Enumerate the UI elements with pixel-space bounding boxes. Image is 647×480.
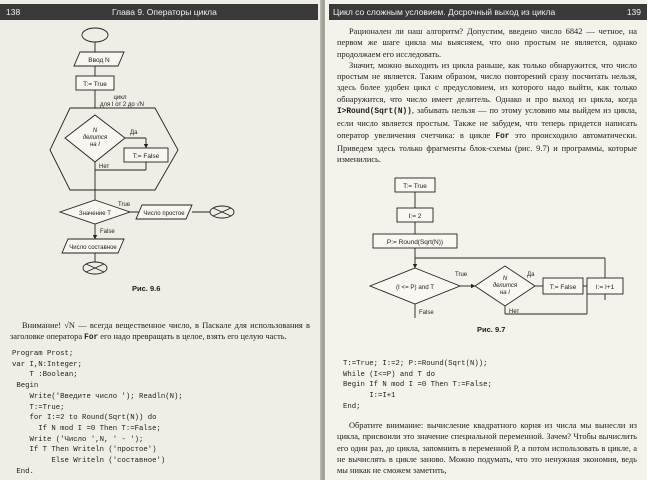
para-2 [337, 60, 637, 166]
para-3: Обратите внимание: вычисление квадратного корня из числа мы вынесли из цикла, присвоили это значение специальной переменной. Зачем? Чтобы вычислить его один раз, до цикла, запомнить в переменной P, а потом использовать в цикле, а не вычислять в цикле заново. Можно подумать, что это ненужная экономия, ведь мы никак не сможем заметить, [337, 421, 637, 476]
left-code-line: Begin [12, 382, 39, 391]
yes-label: Да [130, 130, 138, 136]
chapter-title: Глава 9. Операторы цикла [112, 7, 217, 17]
cond-label-1: N [92, 128, 98, 134]
set-false-label-2: T:= False [549, 284, 577, 291]
yes-label-2: Да [527, 272, 535, 278]
main-condition-label: (I <= P) and T [395, 284, 435, 291]
figure-caption-9-7: Рис. 9.7 [477, 325, 506, 334]
right-code-line: While (I<=P) and T do [343, 370, 435, 379]
right-code-line: Begin If N mod I =0 Then T:=False; [343, 381, 492, 390]
flowchart-fig-9-6 [0, 0, 322, 300]
para-1: Рационален ли наш алгоритм? Допустим, введено число 6842 — четное, на первом же шаге цикла мы выясняем, что оно простым не является, однако продолжаем его исследовать. [337, 27, 637, 59]
left-code-line: Else Writeln ('составное') [12, 457, 166, 466]
left-code-line: for I:=2 to Round(Sqrt(N)) do [12, 414, 157, 423]
no-label: Нет [99, 164, 110, 170]
assign-i-label: I:= 2 [408, 213, 422, 220]
increment-label: I:= I+1 [595, 284, 615, 291]
input-label: Ввод N [88, 57, 110, 64]
assign-p-label: P:= Round(Sqrt(N)) [386, 239, 444, 246]
left-code-line: Write ('Число ',N, ' - '); [12, 435, 144, 444]
div-label-2: делится [492, 283, 518, 289]
right-text-bottom [337, 420, 637, 476]
section-title: Цикл со сложным условием. Досрочный выход из цикла [333, 7, 556, 17]
div-label-3: на I [500, 290, 510, 296]
left-code-line: var I,N:Integer; [12, 360, 83, 369]
no-label-2: Нет [509, 309, 520, 315]
left-code-line: T:=True; [12, 403, 65, 412]
left-code-line: If N mod I =0 Then T:=False; [12, 424, 161, 433]
loop-label-1: цикл [113, 95, 127, 101]
false-label-2: False [419, 310, 434, 316]
right-page [325, 0, 647, 480]
left-code-line: Program Prost; [12, 350, 74, 358]
para2-text-a: Значит, можно выходить из цикла раньше, как только обнаружится, что число простым не является. Таким образом, число повторений сразу посчитать нельзя, здесь более удобен цикл с предусловием, из которого надо выйти, как только обнаружится, что число имеет делитель. Однако и про выход из цикла, когда [337, 60, 637, 104]
set-false-label: T:= False [132, 153, 160, 160]
for-keyword-2: For [495, 132, 510, 141]
warning-label: Внимание! [22, 321, 61, 330]
cond-label-2: делится [82, 135, 108, 141]
prime-output-label: Число простое [143, 211, 185, 217]
para1-text-a: — всегда вещественное число, в Паскале для использования в заголовке оператора [10, 321, 310, 342]
assign-true-label-2: T:= True [403, 183, 427, 190]
round-sqrt-code: I>Round(Sqrt(N)) [337, 108, 412, 117]
right-code-line: End; [343, 402, 361, 411]
left-code-line: If T Then Writeln ('простое') [12, 446, 157, 455]
figure-caption-9-6: Рис. 9.6 [132, 284, 161, 293]
right-code-line: T:=True; I:=2; P:=Round(Sqrt(N)); [343, 360, 488, 368]
right-page-number: 139 [626, 7, 641, 17]
div-label-1: N [502, 276, 508, 282]
right-code-line: I:=I+1 [343, 392, 396, 401]
assign-true-label: T:= True [83, 81, 107, 88]
composite-output-label: Число составное [69, 245, 117, 251]
start-terminal [82, 28, 108, 42]
left-page-number: 138 [6, 7, 21, 17]
sqrt-symbol: √N [64, 321, 75, 330]
loop-label-2: для I от 2 до √N [99, 102, 145, 108]
para2-text-b: , забывать нельзя — по этому условию мы выйдем из цикла, если число является простым. Также не забудем, что теперь придется написать оператор увеличения счетчика: в цикле [337, 106, 637, 140]
left-code-listing [12, 349, 183, 477]
left-code-line: T :Boolean; [12, 371, 78, 380]
right-code-listing [343, 359, 492, 413]
right-text-top [337, 26, 637, 166]
left-paragraph [10, 320, 310, 345]
para2-text-c: это происходило автоматически. Приведем здесь только фрагменты блок-схемы (рис. 9.7) и программы, которые изменились. [337, 130, 637, 165]
para1-text-b: его надо превращать в целое, взять его целую часть. [98, 332, 287, 342]
true-label: True [118, 202, 131, 208]
false-label: False [100, 229, 115, 235]
value-check-label: Значение T [79, 211, 111, 217]
left-page [0, 0, 322, 480]
cond-label-3: на I [90, 142, 100, 148]
for-keyword: For [84, 334, 99, 343]
true-label-2: True [455, 272, 468, 278]
left-code-line: Write('Введите число '); Readln(N); [12, 392, 183, 401]
left-code-line: End. [12, 467, 34, 476]
right-page-header [329, 4, 647, 20]
